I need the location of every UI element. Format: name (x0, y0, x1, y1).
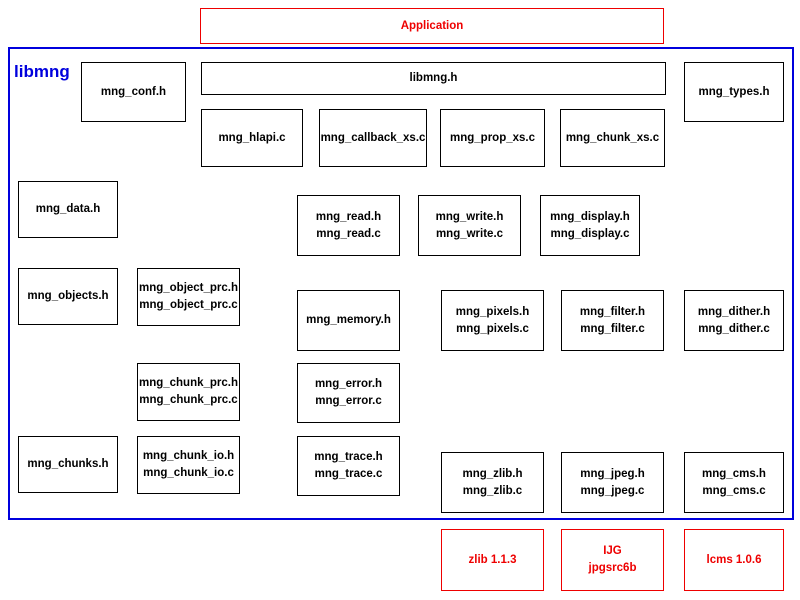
module-box-label: Application (400, 19, 464, 32)
module-box-mng-object-prc (137, 268, 240, 326)
module-box-label: mng_pixels.c (456, 322, 529, 335)
module-box-label: mng_write.c (435, 227, 504, 240)
module-box-mng-callback-xs-c (319, 109, 427, 167)
module-box-mng-trace (297, 436, 400, 496)
module-box-label: mng_display.h (550, 210, 630, 223)
module-box-label: mng_zlib.c (462, 484, 523, 497)
module-box-mng-error (297, 363, 400, 423)
module-box-label: mng_callback_xs.c (320, 131, 426, 144)
module-box-label: mng_chunk_io.c (143, 467, 234, 479)
module-box-label: libmng.h (409, 72, 458, 85)
module-box-label: mng_conf.h (100, 85, 167, 98)
module-box-label: mng_memory.h (306, 314, 391, 327)
module-box-mng-chunks-h (18, 436, 118, 493)
module-box-label: mng_object_prc.c (139, 299, 238, 311)
module-box-ijg-jpgsrc6b (561, 529, 664, 591)
module-box-mng-hlapi-c (201, 109, 303, 167)
module-box-mng-conf-h (81, 62, 186, 122)
module-box-label: mng_dither.h (697, 305, 771, 318)
module-box-label: mng_trace.c (314, 468, 383, 480)
module-box-label: mng_prop_xs.c (450, 131, 535, 144)
module-box-label: mng_data.h (35, 203, 101, 216)
module-box-label: mng_zlib.h (462, 467, 523, 480)
module-box-mng-zlib (441, 452, 544, 513)
module-box-application (200, 8, 664, 44)
module-box-zlib (441, 529, 544, 591)
module-box-label: mng_objects.h (27, 290, 109, 303)
module-box-label: mng_object_prc.h (138, 282, 239, 295)
module-box-label: zlib 1.1.3 (468, 553, 517, 566)
module-box-label: mng_chunk_prc.h (138, 377, 239, 390)
module-box-mng-write (418, 195, 521, 256)
module-box-label: mng_cms.c (702, 484, 766, 497)
libmng-container-label: libmng (14, 62, 70, 81)
module-box-mng-chunk-prc (137, 363, 240, 421)
module-box-mng-jpeg (561, 452, 664, 513)
module-box-lcms (684, 529, 784, 591)
module-box-label: mng_chunks.h (27, 458, 109, 471)
module-box-label: mng_dither.c (698, 322, 770, 335)
module-box-mng-cms (684, 452, 784, 513)
module-box-label: mng_display.c (550, 227, 630, 240)
module-box-label: mng_read.h (315, 210, 382, 223)
module-box-mng-read (297, 195, 400, 256)
module-box-label: mng_filter.c (580, 322, 645, 335)
module-box-mng-chunk-xs-c (560, 109, 665, 167)
module-box-label: mng_jpeg.c (580, 484, 645, 497)
module-box-label: mng_error.h (314, 378, 383, 391)
module-box-mng-pixels (441, 290, 544, 351)
module-box-label: mng_error.c (315, 395, 382, 407)
module-box-label: jpgsrc6b (588, 562, 637, 574)
module-box-label: mng_hlapi.c (218, 131, 286, 144)
module-box-mng-objects-h (18, 268, 118, 325)
module-box-label: mng_types.h (698, 85, 770, 98)
module-box-mng-dither (684, 290, 784, 351)
module-box-label: mng_chunk_xs.c (565, 131, 660, 144)
module-box-label: mng_jpeg.h (580, 467, 645, 480)
module-box-label: IJG (603, 545, 622, 558)
module-box-mng-filter (561, 290, 664, 351)
module-box-label: mng_chunk_io.h (142, 450, 235, 463)
module-box-label: mng_chunk_prc.c (139, 394, 238, 406)
module-box-mng-memory-h (297, 290, 400, 351)
module-box-label: lcms 1.0.6 (706, 553, 762, 566)
module-box-mng-data-h (18, 181, 118, 238)
module-box-label: mng_cms.h (702, 467, 766, 480)
module-box-mng-types-h (684, 62, 784, 122)
module-box-mng-display (540, 195, 640, 256)
module-box-label: mng_read.c (316, 227, 381, 240)
module-box-label: mng_pixels.h (455, 305, 530, 318)
module-box-libmng-h (201, 62, 666, 95)
module-box-label: mng_write.h (435, 210, 504, 223)
module-box-label: mng_filter.h (579, 305, 646, 318)
module-box-mng-prop-xs-c (440, 109, 545, 167)
module-box-mng-chunk-io (137, 436, 240, 494)
module-box-label: mng_trace.h (314, 451, 383, 464)
